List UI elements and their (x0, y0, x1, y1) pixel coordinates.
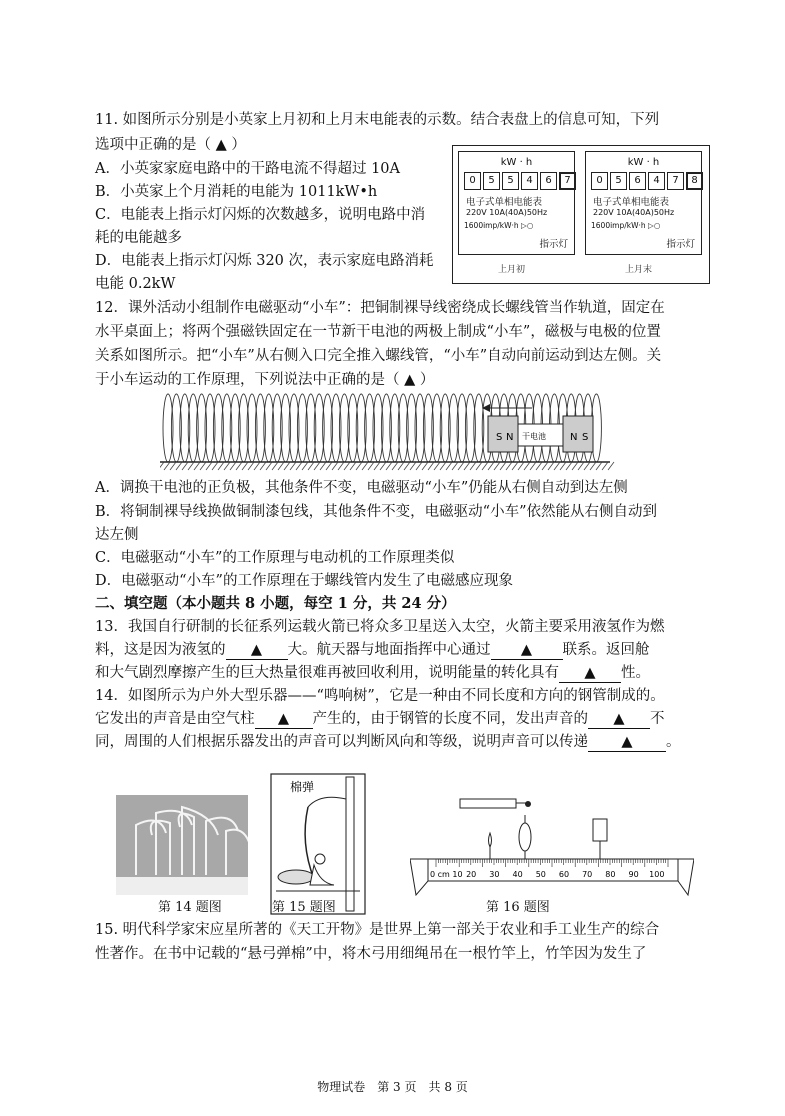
laser-tip (525, 801, 531, 807)
hatch-line (242, 462, 248, 470)
hatch-line (566, 462, 572, 470)
q11-option-a: A．小英家家庭电路中的干路电流不得超过 10A (95, 161, 401, 177)
hatch-line (332, 462, 338, 470)
hatch-line (326, 462, 332, 470)
hatch-line (422, 462, 428, 470)
q14-text: 同，周围的人们根据乐器发出的声音可以判断风向和等级，说明声音可以传递 (95, 734, 588, 750)
hatch-line (320, 462, 326, 470)
hatch-line (542, 462, 548, 470)
hatch-line (446, 462, 452, 470)
meter-unit: kW · h (500, 157, 533, 168)
hatch-line (464, 462, 470, 470)
hatch-line (380, 462, 386, 470)
answer-blank[interactable]: ▲ (255, 710, 313, 729)
table-hatch (160, 462, 614, 470)
meter-caption-start: 上月初 (498, 265, 526, 275)
q13-text: 联系。返回舱 (562, 642, 650, 658)
q14-line3 (95, 730, 681, 754)
hatch-line (248, 462, 254, 470)
cotton-pile (278, 870, 314, 884)
q14-text: 不 (650, 711, 665, 727)
pole-n-right: N (570, 432, 578, 443)
ruler-label: 20 (466, 870, 477, 879)
fig16-caption: 第 16 题图 (486, 900, 550, 915)
energy-meter-end (585, 151, 702, 255)
hatch-line (386, 462, 392, 470)
q12-line4: 于小车运动的工作原理，下列说法中正确的是（ ▲ ） (95, 372, 435, 388)
hatch-line (350, 462, 356, 470)
q12-line2: 水平桌面上；将两个强磁铁固定在一节新干电池的两极上制成“小车”，磁极与电极的位置 (95, 324, 661, 340)
hatch-line (416, 462, 422, 470)
hatch-line (518, 462, 524, 470)
meter-digit-decimal: 7 (559, 172, 576, 190)
hatch-line (548, 462, 554, 470)
hatch-line (554, 462, 560, 470)
hatch-line (164, 462, 170, 470)
fig16-optical-bench (410, 795, 694, 897)
hatch-line (578, 462, 584, 470)
hatch-line (344, 462, 350, 470)
hatch-line (530, 462, 536, 470)
ruler-label: 100 (649, 870, 665, 879)
q13-line1: 13．我国自行研制的长征系列运载火箭已将众多卫星送入太空，火箭主要采用液氢作为燃 (95, 619, 665, 635)
fig15-label: 棉弹 (290, 780, 315, 794)
ruler-label: 60 (558, 870, 570, 879)
hatch-line (278, 462, 284, 470)
ruler-label: 30 (489, 870, 500, 879)
meter-digit: 5 (483, 172, 500, 190)
pole-s-right: S (582, 432, 589, 443)
q11-line2: 选项中正确的是（ ▲ ） (95, 137, 246, 153)
q12-option-b1: B．将铜制裸导线换做铜制漆包线，其他条件不变，电磁驱动“小车”依然能从右侧自动到 (95, 504, 657, 520)
cart (482, 404, 593, 452)
hatch-line (194, 462, 200, 470)
hatch-line (434, 462, 440, 470)
meter-spec: 220V 10A(40A)50Hz (593, 208, 675, 217)
meter-digit: 4 (648, 172, 665, 190)
answer-blank[interactable]: ▲ (559, 664, 621, 683)
answer-blank[interactable]: ▲ (226, 641, 288, 660)
meter-indicator-label: 指示灯 (539, 239, 568, 250)
meter-name: 电子式单相电能表 (466, 197, 543, 208)
hatch-line (160, 462, 164, 470)
hatch-line (506, 462, 512, 470)
hatch-line (296, 462, 302, 470)
answer-blank[interactable]: ▲ (491, 641, 563, 660)
hatch-line (182, 462, 188, 470)
hatch-line (188, 462, 194, 470)
ruler-label: 90 (628, 870, 639, 879)
q12-option-d: D．电磁驱动“小车”的工作原理在于螺线管内发生了电磁感应现象 (95, 573, 513, 589)
q13-line2 (95, 638, 650, 662)
pole-n-left: N (506, 432, 514, 443)
hatch-line (560, 462, 566, 470)
energy-meter-start (458, 151, 575, 255)
q12-option-a: A．调换干电池的正负极，其他条件不变，电磁驱动“小车”仍能从右侧自动到达左侧 (95, 480, 628, 496)
meter-caption-end: 上月末 (625, 265, 653, 275)
laser-pen (460, 799, 516, 808)
hatch-line (392, 462, 398, 470)
hatch-line (440, 462, 446, 470)
hatch-line (572, 462, 578, 470)
ruler-label: 70 (582, 870, 593, 879)
meter-digit-decimal: 8 (686, 172, 703, 190)
hatch-line (374, 462, 380, 470)
hatch-line (314, 462, 320, 470)
hatch-line (254, 462, 260, 470)
pole-s-left: S (496, 432, 503, 443)
hatch-line (200, 462, 206, 470)
light-screen (593, 819, 607, 841)
q11-option-c2: 耗的电能越多 (95, 230, 182, 246)
hatch-line (482, 462, 488, 470)
hatch-line (218, 462, 224, 470)
hatch-line (488, 462, 494, 470)
q15-line1: 15. 明代科学家宋应星所著的《天工开物》是世界上第一部关于农业和手工业生产的综合 (95, 922, 660, 938)
q13-text: 性。 (621, 665, 650, 681)
ruler-label: 40 (512, 870, 523, 879)
hatch-line (398, 462, 404, 470)
hatch-line (290, 462, 296, 470)
hatch-line (212, 462, 218, 470)
ruler-label: 50 (535, 870, 546, 879)
hatch-line (608, 462, 614, 470)
worker-head (315, 854, 325, 864)
meter-digit: 5 (610, 172, 627, 190)
meter-digit: 5 (502, 172, 519, 190)
section-2-title: 二、填空题（本小题共 8 小题，每空 1 分，共 24 分） (95, 595, 456, 612)
ground (116, 877, 248, 895)
q13-text: 料，这是因为液氢的 (95, 642, 226, 658)
hatch-line (428, 462, 434, 470)
hatch-line (356, 462, 362, 470)
hatch-line (410, 462, 416, 470)
meter-digit: 6 (540, 172, 557, 190)
meter-digits (464, 172, 578, 190)
hatch-line (284, 462, 290, 470)
hatch-line (458, 462, 464, 470)
hatch-line (260, 462, 266, 470)
q12-option-b2: 达左侧 (95, 527, 139, 543)
hatch-line (602, 462, 608, 470)
meter-digit: 0 (464, 172, 481, 190)
battery-label: 干电池 (522, 432, 546, 441)
bench-left-leg (410, 859, 428, 895)
candle-flame (489, 833, 492, 847)
q11-option-c1: C．电能表上指示灯闪烁的次数越多，说明电路中消 (95, 207, 426, 223)
meter-name: 电子式单相电能表 (593, 197, 670, 208)
hatch-line (512, 462, 518, 470)
meter-digit: 6 (629, 172, 646, 190)
hatch-line (584, 462, 590, 470)
answer-blank[interactable]: ▲ (588, 733, 666, 752)
q13-line3 (95, 661, 650, 685)
q14-line2 (95, 707, 665, 731)
ruler-label: 0 cm 10 (430, 870, 463, 879)
solenoid-figure (160, 388, 620, 478)
hatch-line (476, 462, 482, 470)
hatch-line (470, 462, 476, 470)
meter-digit: 7 (667, 172, 684, 190)
q15-line2: 性著作。在书中记载的“悬弓弹棉”中，将木弓用细绳吊在一根竹竿上，竹竿因为发生了 (95, 946, 647, 962)
meter-unit: kW · h (627, 157, 660, 168)
bench-right-leg (678, 859, 694, 895)
hatch-line (224, 462, 230, 470)
q12-line3: 关系如图所示。把“小车”从右侧入口完全推入螺线管，“小车”自动向前运动到达左侧。关 (95, 348, 662, 364)
answer-blank[interactable]: ▲ (588, 710, 650, 729)
hatch-line (230, 462, 236, 470)
q13-text: 和大气剧烈摩擦产生的巨大热量很难再被回收利用，说明能量的转化具有 (95, 665, 559, 681)
hatch-line (404, 462, 410, 470)
q12-line1: 12．课外活动小组制作电磁驱动“小车”：把铜制裸导线密绕成长螺线管当作轨道，固定在 (95, 300, 665, 316)
meter-imp: 1600imp/kW·h ▷○ (591, 221, 661, 230)
q13-text: 大。航天器与地面指挥中心通过 (287, 642, 491, 658)
q11-line1: 11. 如图所示分别是小英家上月初和上月末电能表的示数。结合表盘上的信息可知，下列 (95, 112, 660, 128)
q11-option-d1: D．电能表上指示灯闪烁 320 次，表示家庭电路消耗 (95, 253, 434, 269)
hatch-line (272, 462, 278, 470)
hatch-line (590, 462, 596, 470)
hatch-line (524, 462, 530, 470)
fig14-caption: 第 14 题图 (158, 900, 222, 915)
q14-line1: 14．如图所示为户外大型乐器——“鸣响树”，它是一种由不同长度和方向的钢管制成的。 (95, 688, 665, 704)
hatch-line (368, 462, 374, 470)
hatch-line (536, 462, 542, 470)
hatch-line (176, 462, 182, 470)
q14-text: 它发出的声音是由空气柱 (95, 711, 255, 727)
q11-option-b: B．小英家上个月消耗的电能为 1011kW•h (95, 184, 378, 200)
magnet-right (563, 416, 593, 452)
hatch-line (170, 462, 176, 470)
convex-lens (519, 823, 531, 851)
meter-spec: 220V 10A(40A)50Hz (466, 208, 548, 217)
q11-option-d2: 电能 0.2kW (95, 276, 176, 292)
hatch-line (236, 462, 242, 470)
hatch-line (338, 462, 344, 470)
hatch-line (452, 462, 458, 470)
hatch-line (500, 462, 506, 470)
hatch-line (206, 462, 212, 470)
meter-digit: 0 (591, 172, 608, 190)
meter-digits (591, 172, 705, 190)
hatch-line (266, 462, 272, 470)
fig15-caption: 第 15 题图 (272, 900, 336, 915)
hatch-line (308, 462, 314, 470)
ruler-label: 80 (605, 870, 616, 879)
q12-option-c: C．电磁驱动“小车”的工作原理与电动机的工作原理类似 (95, 550, 455, 566)
page-footer: 物理试卷 第 3 页 共 8 页 (317, 1080, 468, 1094)
fig15-illustration (270, 773, 366, 915)
meter-imp: 1600imp/kW·h ▷○ (464, 221, 534, 230)
meter-indicator-label: 指示灯 (666, 239, 695, 250)
magnet-left (488, 416, 518, 452)
hatch-line (596, 462, 602, 470)
meter-digit: 4 (521, 172, 538, 190)
q14-text: 产生的，由于钢管的长度不同，发出声音的 (312, 711, 588, 727)
hatch-line (494, 462, 500, 470)
hatch-line (362, 462, 368, 470)
q14-text: 。 (666, 734, 681, 750)
fig14-photo (116, 795, 248, 895)
hatch-line (302, 462, 308, 470)
